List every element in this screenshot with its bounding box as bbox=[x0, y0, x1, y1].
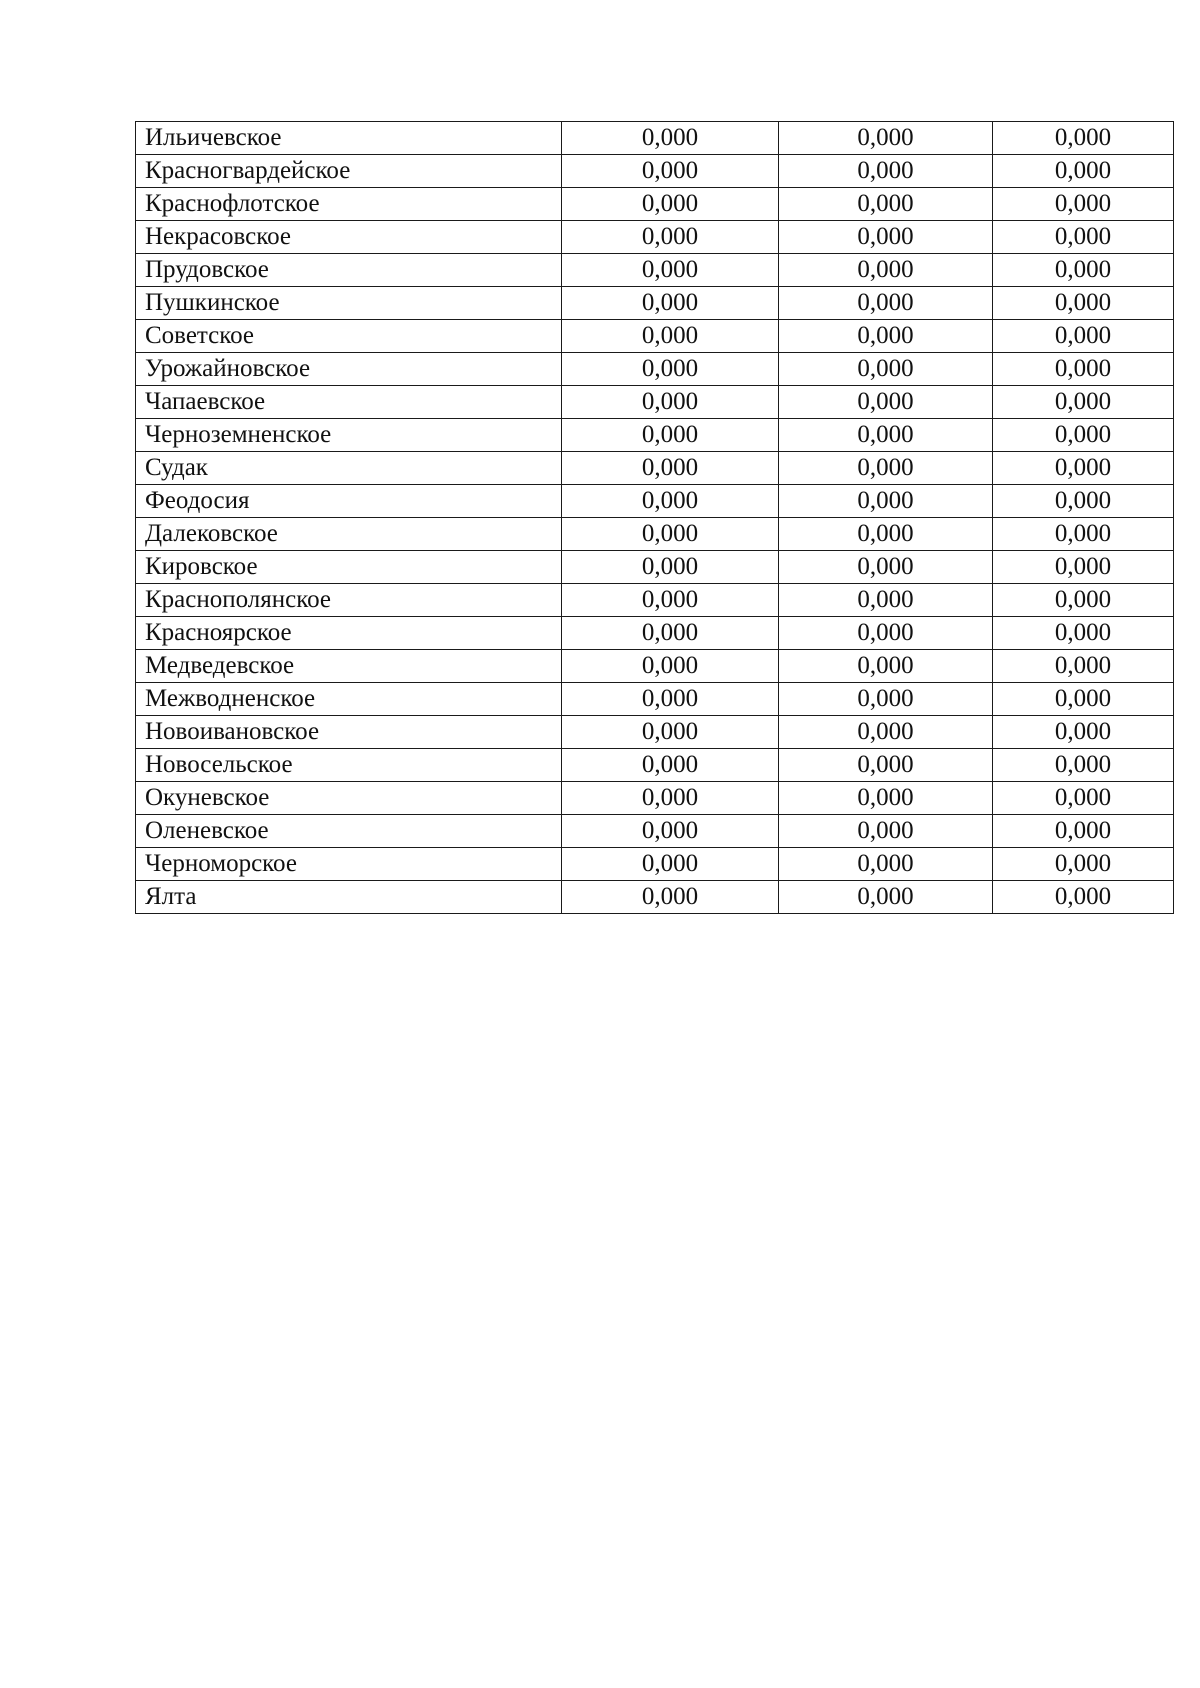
row-name-cell: Судак bbox=[136, 452, 562, 485]
row-value-cell-1: 0,000 bbox=[562, 782, 779, 815]
row-name-cell: Ильичевское bbox=[136, 122, 562, 155]
table-body bbox=[136, 122, 1174, 914]
row-value-cell-2: 0,000 bbox=[779, 254, 993, 287]
row-value-cell-1: 0,000 bbox=[562, 386, 779, 419]
row-name-cell: Новосельское bbox=[136, 749, 562, 782]
row-value-cell-1: 0,000 bbox=[562, 320, 779, 353]
row-name-cell: Пушкинское bbox=[136, 287, 562, 320]
row-name-cell: Черноземненское bbox=[136, 419, 562, 452]
row-name-cell: Прудовское bbox=[136, 254, 562, 287]
row-value-cell-1: 0,000 bbox=[562, 122, 779, 155]
row-name-cell: Феодосия bbox=[136, 485, 562, 518]
table-row bbox=[136, 650, 1174, 683]
row-name-cell: Кировское bbox=[136, 551, 562, 584]
table-row bbox=[136, 320, 1174, 353]
row-name-cell: Межводненское bbox=[136, 683, 562, 716]
row-value-cell-1: 0,000 bbox=[562, 617, 779, 650]
row-value-cell-3: 0,000 bbox=[993, 320, 1174, 353]
row-value-cell-3: 0,000 bbox=[993, 353, 1174, 386]
data-table bbox=[135, 121, 1174, 914]
row-value-cell-2: 0,000 bbox=[779, 221, 993, 254]
table-row bbox=[136, 716, 1174, 749]
table-row bbox=[136, 584, 1174, 617]
row-value-cell-2: 0,000 bbox=[779, 815, 993, 848]
row-name-cell: Некрасовское bbox=[136, 221, 562, 254]
row-name-cell: Медведевское bbox=[136, 650, 562, 683]
table-row bbox=[136, 419, 1174, 452]
row-value-cell-2: 0,000 bbox=[779, 287, 993, 320]
row-value-cell-2: 0,000 bbox=[779, 848, 993, 881]
row-value-cell-2: 0,000 bbox=[779, 386, 993, 419]
row-value-cell-1: 0,000 bbox=[562, 650, 779, 683]
table-row bbox=[136, 254, 1174, 287]
row-value-cell-3: 0,000 bbox=[993, 881, 1174, 914]
row-value-cell-1: 0,000 bbox=[562, 452, 779, 485]
row-value-cell-3: 0,000 bbox=[993, 551, 1174, 584]
row-value-cell-3: 0,000 bbox=[993, 815, 1174, 848]
table-row bbox=[136, 221, 1174, 254]
row-name-cell: Далековское bbox=[136, 518, 562, 551]
row-value-cell-1: 0,000 bbox=[562, 188, 779, 221]
row-value-cell-2: 0,000 bbox=[779, 419, 993, 452]
table-row bbox=[136, 815, 1174, 848]
row-value-cell-1: 0,000 bbox=[562, 584, 779, 617]
row-value-cell-3: 0,000 bbox=[993, 221, 1174, 254]
row-value-cell-2: 0,000 bbox=[779, 881, 993, 914]
row-name-cell: Краснофлотское bbox=[136, 188, 562, 221]
row-value-cell-2: 0,000 bbox=[779, 683, 993, 716]
table-row bbox=[136, 551, 1174, 584]
row-value-cell-3: 0,000 bbox=[993, 848, 1174, 881]
table-row bbox=[136, 452, 1174, 485]
row-value-cell-1: 0,000 bbox=[562, 881, 779, 914]
row-value-cell-2: 0,000 bbox=[779, 485, 993, 518]
row-name-cell: Краснополянское bbox=[136, 584, 562, 617]
row-value-cell-1: 0,000 bbox=[562, 716, 779, 749]
row-value-cell-3: 0,000 bbox=[993, 749, 1174, 782]
row-value-cell-1: 0,000 bbox=[562, 254, 779, 287]
row-name-cell: Красногвардейское bbox=[136, 155, 562, 188]
row-value-cell-3: 0,000 bbox=[993, 188, 1174, 221]
row-value-cell-3: 0,000 bbox=[993, 485, 1174, 518]
row-value-cell-3: 0,000 bbox=[993, 254, 1174, 287]
row-value-cell-1: 0,000 bbox=[562, 287, 779, 320]
row-value-cell-1: 0,000 bbox=[562, 221, 779, 254]
table-row bbox=[136, 353, 1174, 386]
row-name-cell: Чапаевское bbox=[136, 386, 562, 419]
row-value-cell-1: 0,000 bbox=[562, 749, 779, 782]
table-row bbox=[136, 881, 1174, 914]
row-name-cell: Советское bbox=[136, 320, 562, 353]
table-row bbox=[136, 617, 1174, 650]
table-row bbox=[136, 683, 1174, 716]
row-value-cell-2: 0,000 bbox=[779, 452, 993, 485]
table-row bbox=[136, 122, 1174, 155]
row-value-cell-1: 0,000 bbox=[562, 155, 779, 188]
row-name-cell: Урожайновское bbox=[136, 353, 562, 386]
row-value-cell-2: 0,000 bbox=[779, 617, 993, 650]
row-value-cell-2: 0,000 bbox=[779, 551, 993, 584]
table-row bbox=[136, 287, 1174, 320]
row-value-cell-2: 0,000 bbox=[779, 749, 993, 782]
row-value-cell-3: 0,000 bbox=[993, 683, 1174, 716]
row-value-cell-3: 0,000 bbox=[993, 650, 1174, 683]
row-value-cell-2: 0,000 bbox=[779, 782, 993, 815]
row-value-cell-3: 0,000 bbox=[993, 287, 1174, 320]
row-name-cell: Новоивановское bbox=[136, 716, 562, 749]
row-value-cell-1: 0,000 bbox=[562, 551, 779, 584]
row-value-cell-1: 0,000 bbox=[562, 683, 779, 716]
row-value-cell-3: 0,000 bbox=[993, 122, 1174, 155]
table-row bbox=[136, 485, 1174, 518]
row-value-cell-3: 0,000 bbox=[993, 419, 1174, 452]
row-value-cell-2: 0,000 bbox=[779, 122, 993, 155]
row-value-cell-3: 0,000 bbox=[993, 716, 1174, 749]
row-value-cell-3: 0,000 bbox=[993, 782, 1174, 815]
row-name-cell: Черноморское bbox=[136, 848, 562, 881]
row-name-cell: Оленевское bbox=[136, 815, 562, 848]
row-value-cell-1: 0,000 bbox=[562, 485, 779, 518]
table-row bbox=[136, 848, 1174, 881]
row-value-cell-2: 0,000 bbox=[779, 584, 993, 617]
row-value-cell-1: 0,000 bbox=[562, 848, 779, 881]
row-value-cell-3: 0,000 bbox=[993, 617, 1174, 650]
row-value-cell-2: 0,000 bbox=[779, 155, 993, 188]
row-value-cell-1: 0,000 bbox=[562, 419, 779, 452]
row-value-cell-2: 0,000 bbox=[779, 320, 993, 353]
table-row bbox=[136, 749, 1174, 782]
row-name-cell: Красноярское bbox=[136, 617, 562, 650]
row-value-cell-2: 0,000 bbox=[779, 716, 993, 749]
table-row bbox=[136, 518, 1174, 551]
row-value-cell-1: 0,000 bbox=[562, 353, 779, 386]
row-value-cell-3: 0,000 bbox=[993, 584, 1174, 617]
row-value-cell-3: 0,000 bbox=[993, 452, 1174, 485]
table-row bbox=[136, 155, 1174, 188]
row-value-cell-1: 0,000 bbox=[562, 815, 779, 848]
table-row bbox=[136, 188, 1174, 221]
table-row bbox=[136, 386, 1174, 419]
row-value-cell-1: 0,000 bbox=[562, 518, 779, 551]
row-value-cell-2: 0,000 bbox=[779, 353, 993, 386]
table-row bbox=[136, 782, 1174, 815]
row-value-cell-3: 0,000 bbox=[993, 386, 1174, 419]
row-value-cell-3: 0,000 bbox=[993, 155, 1174, 188]
row-value-cell-2: 0,000 bbox=[779, 650, 993, 683]
row-value-cell-2: 0,000 bbox=[779, 188, 993, 221]
row-name-cell: Окуневское bbox=[136, 782, 562, 815]
row-value-cell-2: 0,000 bbox=[779, 518, 993, 551]
row-name-cell: Ялта bbox=[136, 881, 562, 914]
row-value-cell-3: 0,000 bbox=[993, 518, 1174, 551]
